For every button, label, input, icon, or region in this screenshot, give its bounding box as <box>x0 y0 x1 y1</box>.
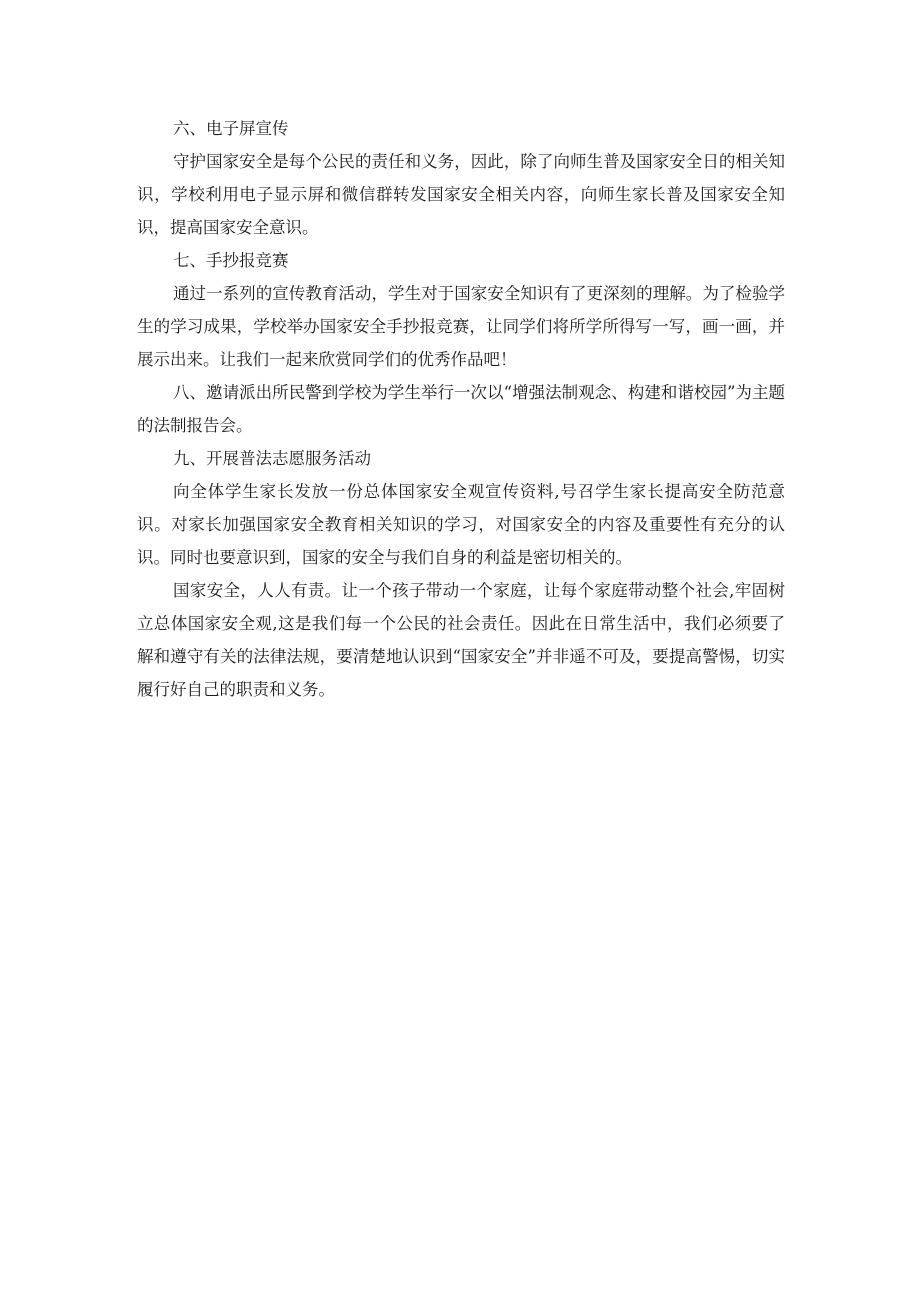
section-paragraph-6: 守护国家安全是每个公民的责任和义务，因此，除了向师生普及国家安全日的相关知识，学校利用电子显示屏和微信群转发国家安全相关内容，向师生家长普及国家安全知识，提高国家安全意识。 <box>137 152 785 237</box>
section-heading-7: 七、手抄报竞赛 <box>173 251 289 270</box>
closing-paragraph: 国家安全，人人有责。让一个孩子带动一个家庭，让每个家庭带动整个社会,牢固树立总体国家安全观,这是我们每一个公民的社会责任。因此在日常生活中，我们必须要了解和遵守有关的法律法规，要清楚地认识到“国家安全”并非遥不可及，要提高警惕，切实履行好自己的职责和义务。 <box>137 581 785 699</box>
section-heading-9: 九、开展普法志愿服务活动 <box>173 449 371 468</box>
document-body <box>137 112 785 706</box>
section-heading-6: 六、电子屏宣传 <box>173 119 289 138</box>
section-paragraph-9: 向全体学生家长发放一份总体国家安全观宣传资料,号召学生家长提高安全防范意识。对家长加强国家安全教育相关知识的学习，对国家安全的内容及重要性有充分的认识。同时也要意识到，国家的安全与我们自身的利益是密切相关的。 <box>137 482 785 567</box>
section-heading-8: 八、邀请派出所民警到学校为学生举行一次以“增强法制观念、构建和谐校园”为主题的法制报告会。 <box>137 383 785 435</box>
section-paragraph-7: 通过一系列的宣传教育活动，学生对于国家安全知识有了更深刻的理解。为了检验学生的学习成果，学校举办国家安全手抄报竞赛，让同学们将所学所得写一写，画一画，并展示出来。让我们一起来欣赏同学们的优秀作品吧！ <box>137 284 785 369</box>
